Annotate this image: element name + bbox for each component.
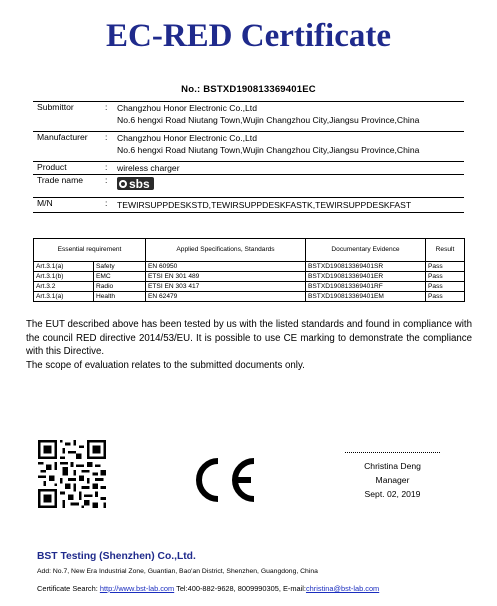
model-number-value: TEWIRSUPPDESKSTD,TEWIRSUPPDESKFASTK,TEWIRSUPPDESKFAST [117,200,412,210]
email-link[interactable]: christina@bst-lab.com [305,584,380,593]
result-cell: Pass [426,282,465,292]
sbs-logo-icon [119,180,127,188]
colon: : [105,132,108,142]
trade-name-label: Trade name [37,175,84,185]
header-result: Result [426,239,465,262]
standard-cell: ETSI EN 301 489 [146,272,306,282]
ce-mark-icon [188,455,260,505]
result-cell: Pass [426,272,465,282]
table-row [34,272,465,282]
info-block [33,101,464,213]
colon: : [105,162,108,172]
area-cell: Radio [94,282,146,292]
article-cell: Art.3.1(b) [34,272,94,282]
search-label: Certificate Search: [37,584,98,593]
company-name: BST Testing (Shenzhen) Co.,Ltd. [37,551,196,562]
model-number-row [33,197,464,213]
scope-paragraph: The scope of evaluation relates to the submitted documents only. [26,359,305,371]
manufacturer-row [33,131,464,156]
evidence-cell: BSTXD190813369401RF [306,282,426,292]
evidence-cell: BSTXD190813369401ER [306,272,426,282]
evidence-cell: BSTXD190813369401SR [306,262,426,272]
product-row [33,161,464,174]
telephone: Tel:400-882-9628, 8009990305, [176,584,281,593]
standard-cell: EN 60950 [146,262,306,272]
submittor-row [33,101,464,126]
table-header-row [34,239,465,262]
table-row [34,262,465,272]
statement-paragraph: The EUT described above has been tested by us with the listed standards and found in compliance with the council RED directive 2014/53/EU. It is possible to use CE marking to demonstrate the compliance with this Directive. [26,319,472,357]
result-cell: Pass [426,262,465,272]
manufacturer-name: Changzhou Honor Electronic Co.,Ltd [117,133,257,143]
certificate-number: No.: BSTXD190813369401EC [181,84,316,95]
article-cell: Art.3.1(a) [34,292,94,302]
article-cell: Art.3.2 [34,282,94,292]
qr-code-icon [38,440,106,508]
header-essential-requirement: Essential requirement [34,239,146,262]
sbs-logo-text: sbs [129,176,150,191]
manufacturer-address: No.6 hengxi Road Niutang Town,Wujin Changzhou City,Jiangsu Province,China [117,145,420,155]
model-number-label: M/N [37,198,53,208]
signature-block [345,452,440,501]
colon: : [105,175,108,185]
standard-cell: ETSI EN 303 417 [146,282,306,292]
area-cell: Safety [94,262,146,272]
area-cell: Health [94,292,146,302]
evidence-cell: BSTXD190813369401EM [306,292,426,302]
standard-cell: EN 62479 [146,292,306,302]
submittor-label: Submittor [37,102,74,112]
submittor-name: Changzhou Honor Electronic Co.,Ltd [117,103,257,113]
signatory-name: Christina Deng [364,461,421,471]
signature-line [345,452,440,453]
article-cell: Art.3.1(a) [34,262,94,272]
trade-name-row [33,174,464,197]
sbs-logo [117,177,154,190]
table-row [34,292,465,302]
certificate-title: EC-RED Certificate [106,18,391,54]
website-link[interactable]: http://www.bst-lab.com [99,584,175,593]
signature-date: Sept. 02, 2019 [364,489,421,499]
signatory-title: Manager [375,475,410,485]
table-row [34,282,465,292]
colon: : [105,102,108,112]
product-value: wireless charger [117,163,180,173]
manufacturer-label: Manufacturer [37,132,88,142]
contact-line [37,584,379,593]
requirements-table [33,238,465,302]
colon: : [105,198,108,208]
header-documentary-evidence: Documentary Evidence [306,239,426,262]
product-label: Product [37,162,67,172]
result-cell: Pass [426,292,465,302]
company-address: Add: No.7, New Era Industrial Zone, Guantian, Bao'an District, Shenzhen, Guangdong, China [37,568,318,575]
compliance-statement [26,318,472,372]
header-applied-standards: Applied Specifications, Standards [146,239,306,262]
submittor-address: No.6 hengxi Road Niutang Town,Wujin Changzhou City,Jiangsu Province,China [117,115,420,125]
email-label: E-mail: [282,584,306,593]
area-cell: EMC [94,272,146,282]
